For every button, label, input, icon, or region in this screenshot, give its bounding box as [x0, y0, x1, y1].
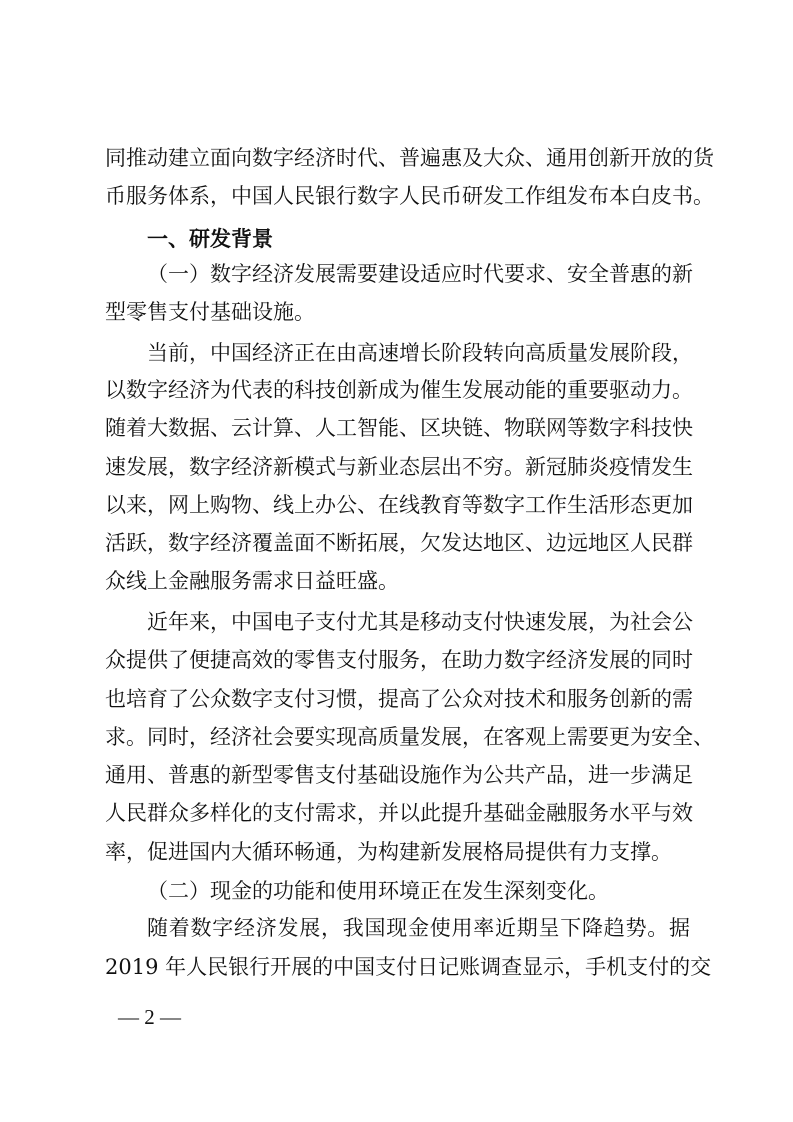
- paragraph-2-line: 近年来，中国电子支付尤其是移动支付快速发展，为社会公: [147, 610, 693, 634]
- intro-line-1: 同推动建立面向数字经济时代、普遍惠及大众、通用创新开放的货: [105, 146, 714, 170]
- subsection-2-heading: （二）现金的功能和使用环境正在发生深刻变化。: [147, 879, 609, 903]
- paragraph-3-line: 随着数字经济发展，我国现金使用率近期呈下降趋势。据: [147, 916, 690, 940]
- paragraph-2-line: 也培育了公众数字支付习惯，提高了公众对技术和服务创新的需: [105, 687, 693, 711]
- paragraph-2-line: 众提供了便捷高效的零售支付服务，在助力数字经济发展的同时: [105, 648, 693, 672]
- section-heading: 一、研发背景: [147, 227, 273, 251]
- paragraph-1-line: 随着大数据、云计算、人工智能、区块链、物联网等数字科技快: [105, 416, 693, 440]
- paragraph-1-line: 以来，网上购物、线上办公、在线教育等数字工作生活形态更加: [105, 493, 693, 517]
- paragraph-2-line: 通用、普惠的新型零售支付基础设施作为公共产品，进一步满足: [105, 763, 693, 787]
- subsection-1-heading-line-2: 型零售支付基础设施。: [105, 300, 315, 324]
- paragraph-1-line: 活跃，数字经济覆盖面不断拓展，欠发达地区、边远地区人民群: [105, 531, 693, 555]
- subsection-1-heading-line-1: （一）数字经济发展需要建设适应时代要求、安全普惠的新: [147, 262, 693, 286]
- paragraph-1-line: 当前，中国经济正在由高速增长阶段转向高质量发展阶段，: [147, 341, 693, 365]
- paragraph-2-line: 人民群众多样化的支付需求，并以此提升基础金融服务水平与效: [105, 801, 693, 825]
- intro-line-2: 币服务体系，中国人民银行数字人民币研发工作组发布本白皮书。: [105, 184, 714, 208]
- paragraph-1-line: 以数字经济为代表的科技创新成为催生发展动能的重要驱动力。: [105, 378, 693, 402]
- paragraph-2-line: 率，促进国内大循环畅通，为构建新发展格局提供有力支撑。: [105, 840, 672, 864]
- paragraph-3-line: 2019 年人民银行开展的中国支付日记账调查显示，手机支付的交: [105, 955, 712, 979]
- page-number: — 2 —: [118, 1005, 181, 1029]
- paragraph-2-line: 求。同时，经济社会要实现高质量发展，在客观上需要更为安全、: [105, 725, 714, 749]
- paragraph-1-line: 众线上金融服务需求日益旺盛。: [105, 569, 399, 593]
- paragraph-1-line: 速发展，数字经济新模式与新业态层出不穷。新冠肺炎疫情发生: [105, 455, 693, 479]
